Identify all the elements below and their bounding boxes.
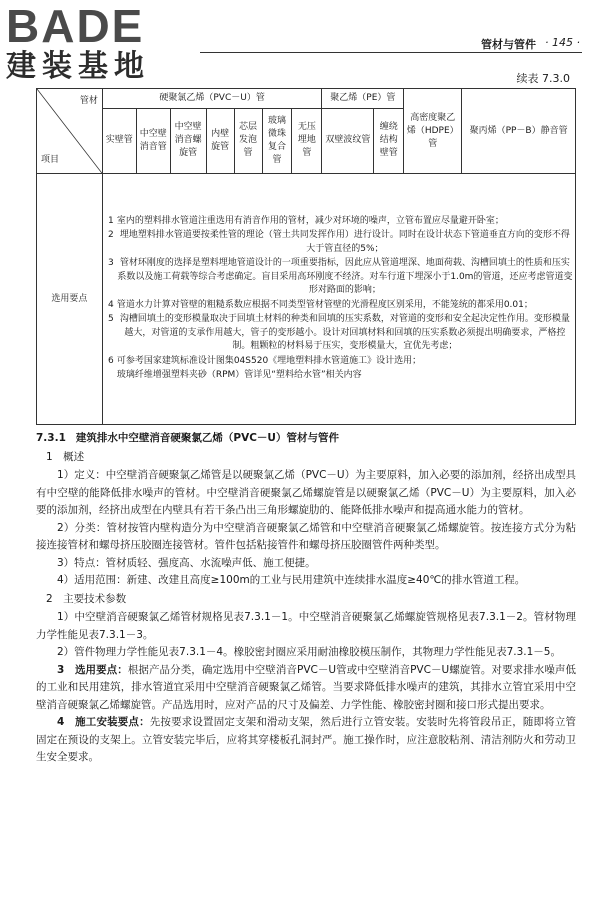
paragraph-classification: 2）分类：管材按管内壁构造分为中空壁消音硬聚氯乙烯管和中空壁消音硬聚氯乙烯螺旋管。按连接方式分为粘接连接管材和螺母挤压胶圈连接管材。管件包括粘接管件和螺母挤压胶圈管件两种类型。 bbox=[36, 521, 576, 551]
requirement-item: 1 室内的塑料排水管道注重选用有消音作用的管材，减少对环境的噪声，立管布置应尽量避开卧室； bbox=[107, 215, 504, 226]
col-header-winding: 缠绕结构壁管 bbox=[374, 108, 404, 173]
paragraph-features: 3）特点：管材质轻、强度高、水流噪声低、施工便捷。 bbox=[57, 556, 316, 569]
watermark-subtitle: 建装基地 bbox=[6, 49, 150, 84]
requirement-item: 3 管材环刚度的选择是塑料埋地管道设计的一项重要指标，因此应从管道埋深、地面荷载、沟槽回填土的性质和压实系数以及施工荷载等综合考虑确定。盲目采用高环刚度不经济。对车行道下埋深小于1.0m的管道，还应考虑管道变形对路面的影响； bbox=[107, 258, 573, 295]
group-header-pvc: 硬聚氯乙烯（PVC－U）管 bbox=[102, 89, 322, 109]
requirement-item: 5 沟槽回填土的变形模量取决于回填土材料的种类和回填的压实系数，对管道的变形和安全起决定性作用。变形模量越大，对管道的支承作用越大，管子的变形越小。设计对回填材料和回填的压实系数必须提出明确要求，严格控制。粗颗粒的材料易于压实，变形模量大，宜优先考虑； bbox=[107, 314, 570, 351]
col-header-foam-core: 芯层发泡管 bbox=[234, 108, 262, 173]
corner-label-item: 项目 bbox=[41, 155, 60, 165]
col-header-inner-spiral: 内壁旋管 bbox=[206, 108, 234, 173]
requirement-item: 2 埋地塑料排水管道要按柔性管的理论（管土共同发挥作用）进行设计。同时在设计状态下管道垂直方向的变形不得大于管直径的5%； bbox=[107, 230, 570, 254]
paragraph-selection: 3 选用要点：根据产品分类，确定选用中空壁消音PVC－U管或中空壁消音PVC－U螺旋管。对要求排水噪声低的工业和民用建筑，排水管道宜采用中空壁消音硬聚氯乙烯管。当要求降低排水噪声的建筑，其排水立管宜采用中空壁消音硬聚氯乙烯螺旋管。产品选用时，应对产品的尺寸及偏差、力学性能、橡胶密封圈和接口形式提出要求。 bbox=[36, 663, 577, 711]
group-header-pe: 聚乙烯（PE）管 bbox=[322, 89, 404, 109]
requirement-item: 玻璃纤维增强塑料夹砂（RPM）管详见“塑料给水管”相关内容 bbox=[116, 370, 362, 380]
col-header-glass-bead: 玻璃微珠复合管 bbox=[262, 108, 292, 173]
row-label-selection: 选用要点 bbox=[37, 174, 103, 425]
page-number: · 145 · bbox=[545, 36, 580, 49]
subheading-params: 2 主要技术参数 bbox=[46, 592, 127, 605]
paragraph-installation: 4 施工安装要点：先按要求设置固定支架和滑动支架，然后进行立管安装。安装时先将管段吊正，随即将立管固定在预设的支架上。立管安装完毕后，应将其穿楼板孔洞封严。施工操作时，应注意胶粘剂、清洁剂防火和劳动卫生安全要求。 bbox=[36, 716, 576, 763]
running-header: 管材与管件 bbox=[481, 38, 536, 51]
section-heading: 7.3.1 建筑排水中空壁消音硬聚氯乙烯（PVC－U）管材与管件 bbox=[36, 432, 339, 444]
table-continued-caption: 续表 7.3.0 bbox=[516, 72, 570, 85]
corner-label-material: 管材 bbox=[79, 96, 98, 106]
col-header-hdpe: 高密度聚乙烯（HDPE）管 bbox=[404, 89, 462, 174]
paragraph-pipe-specs: 1）中空壁消音硬聚氯乙烯管材规格见表7.3.1－1。中空壁消音硬聚氯乙烯螺旋管规格见表7.3.1－2。管材物理力学性能见表7.3.1－3。 bbox=[36, 611, 576, 641]
table-corner-cell bbox=[37, 89, 103, 174]
col-header-buried: 无压埋地管 bbox=[292, 108, 322, 173]
requirement-item: 4 管道水力计算对管壁的粗糙系数应根据不同类型管材管壁的光滑程度区别采用，不能笼统的都采用0.01； bbox=[107, 299, 533, 310]
col-header-double-wall: 双壁波纹管 bbox=[322, 108, 374, 173]
paragraph-definition: 1）定义：中空壁消音硬聚氯乙烯管是以硬聚氯乙烯（PVC－U）为主要原料，加入必要的添加剂，经挤出成型具有中空壁的能降低排水噪声的管材。中空壁消音硬聚氯乙烯螺旋管是以硬聚氯乙烯（PVC－U）为主要原料，加入必要的添加剂，经挤出成型在内壁具有若干条凸出三角形螺旋肋的、能降低排水噪声和提高通水能力的管材。 bbox=[36, 469, 576, 516]
bade-watermark-logo bbox=[6, 2, 176, 84]
selection-points-cell bbox=[102, 174, 575, 425]
paragraph-fitting-specs: 2）管件物理力学性能见表7.3.1－4。橡胶密封圈应采用耐油橡胶模压制作，其物理力学性能见表7.3.1－5。 bbox=[57, 646, 561, 658]
subheading-overview: 1 概述 bbox=[46, 450, 85, 463]
watermark-brand: BADE bbox=[6, 0, 145, 52]
pipe-spec-table bbox=[36, 88, 576, 425]
col-header-hollow-wall: 中空壁消音管 bbox=[136, 108, 170, 173]
col-header-solid-wall: 实壁管 bbox=[102, 108, 136, 173]
requirement-item: 6 可参考国家建筑标准设计图集04S520《埋地塑料排水管道施工》设计选用； bbox=[107, 355, 422, 366]
document-body bbox=[36, 430, 576, 767]
col-header-ppb: 聚丙烯（PP－B）静音管 bbox=[462, 89, 576, 174]
col-header-hollow-spiral: 中空壁消音螺旋管 bbox=[170, 108, 206, 173]
header-rule bbox=[200, 52, 582, 53]
paragraph-scope: 4）适用范围：新建、改建且高度≥100m的工业与民用建筑中连续排水温度≥40℃的排水管道工程。 bbox=[57, 574, 526, 586]
